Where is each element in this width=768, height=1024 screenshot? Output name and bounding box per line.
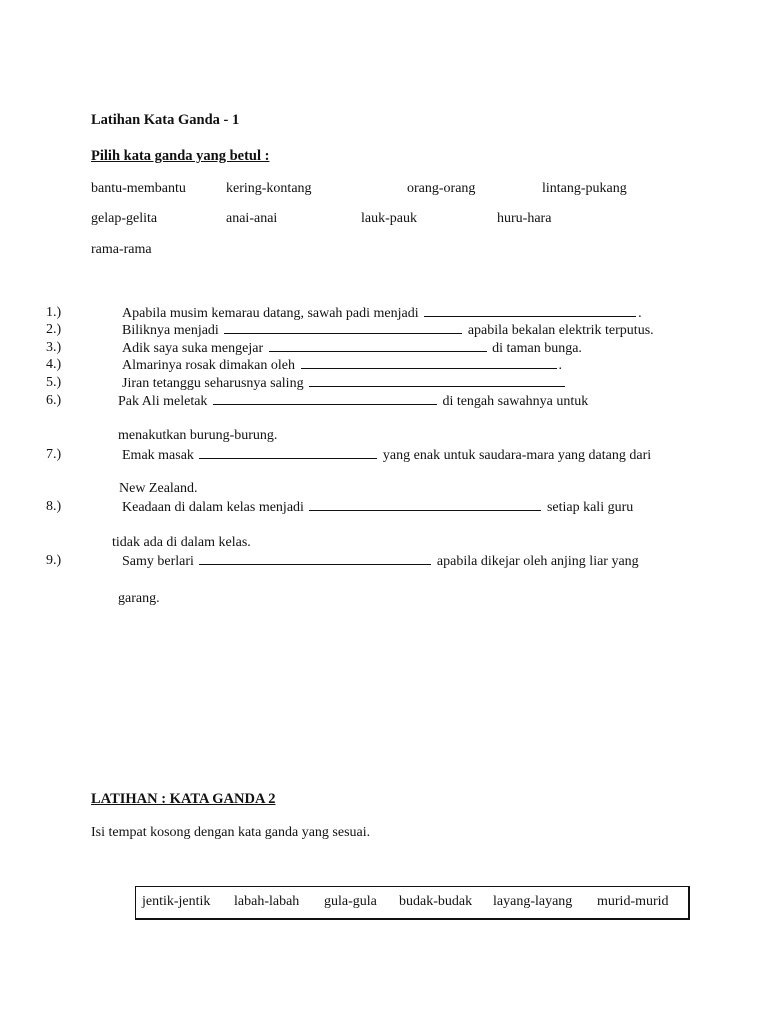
answer-blank[interactable] <box>424 304 636 317</box>
box-word: jentik-jentik <box>142 894 211 909</box>
question-text: Pak Ali meletak <box>118 394 208 409</box>
question-8 <box>122 498 633 516</box>
section1-instruction: Pilih kata ganda yang betul : <box>91 148 270 164</box>
word-option: anai-anai <box>226 211 278 226</box>
question-text: Emak masak <box>122 448 194 463</box>
question-text: apabila dikejar oleh anjing liar yang <box>436 554 639 569</box>
question-number: 2.) <box>46 322 62 337</box>
question-number: 4.) <box>46 357 62 372</box>
question-5 <box>122 374 567 392</box>
box-word: budak-budak <box>399 894 473 909</box>
question-text: Adik saya suka mengejar <box>122 341 264 356</box>
answer-blank[interactable] <box>309 498 541 511</box>
question-continuation: New Zealand. <box>119 481 198 496</box>
question-number: 6.) <box>46 393 62 408</box>
word-option: rama-rama <box>91 242 152 257</box>
section1-title: Latihan Kata Ganda - 1 <box>91 112 240 128</box>
question-7 <box>122 446 651 464</box>
question-text: Keadaan di dalam kelas menjadi <box>122 500 304 515</box>
question-text: yang enak untuk saudara-mara yang datang dari <box>382 448 652 463</box>
answer-blank[interactable] <box>269 339 487 352</box>
question-4 <box>122 356 562 374</box>
question-text: . <box>638 306 642 321</box>
word-option: kering-kontang <box>226 181 312 196</box>
question-number: 7.) <box>46 447 62 462</box>
answer-blank[interactable] <box>301 356 557 369</box>
answer-blank[interactable] <box>199 446 377 459</box>
question-text: Samy berlari <box>122 554 194 569</box>
question-number: 1.) <box>46 305 62 320</box>
question-text: di tengah sawahnya untuk <box>442 394 589 409</box>
question-text: apabila bekalan elektrik terputus. <box>467 323 654 338</box>
question-number: 5.) <box>46 375 62 390</box>
box-word: layang-layang <box>493 894 573 909</box>
section2-title: LATIHAN : KATA GANDA 2 <box>91 791 276 807</box>
box-word: labah-labah <box>234 894 300 909</box>
question-text: . <box>558 358 563 373</box>
question-text: Almarinya rosak dimakan oleh <box>122 358 296 373</box>
question-number: 3.) <box>46 340 62 355</box>
question-text: Biliknya menjadi <box>122 323 219 338</box>
answer-blank[interactable] <box>213 392 437 405</box>
question-2 <box>122 321 654 339</box>
word-box <box>135 886 690 920</box>
question-1 <box>122 304 642 322</box>
question-number: 9.) <box>46 553 62 568</box>
word-option: lintang-pukang <box>542 181 627 196</box>
answer-blank[interactable] <box>224 321 462 334</box>
question-3 <box>122 339 582 357</box>
question-continuation: tidak ada di dalam kelas. <box>112 535 251 550</box>
question-continuation: garang. <box>118 591 160 606</box>
section2-instruction: Isi tempat kosong dengan kata ganda yang sesuai. <box>91 825 371 840</box>
word-option: huru-hara <box>497 211 552 226</box>
answer-blank[interactable] <box>309 374 565 387</box>
answer-blank[interactable] <box>199 552 431 565</box>
question-text: di taman bunga. <box>492 341 582 356</box>
word-option: orang-orang <box>407 181 476 196</box>
question-text: setiap kali guru <box>546 500 634 515</box>
word-option: bantu-membantu <box>91 181 186 196</box>
question-continuation: menakutkan burung-burung. <box>118 428 278 443</box>
question-number: 8.) <box>46 499 62 514</box>
question-6 <box>118 392 588 410</box>
box-word: gula-gula <box>324 894 377 909</box>
question-text: Apabila musim kemarau datang, sawah padi menjadi <box>122 306 419 321</box>
word-option: lauk-pauk <box>361 211 417 226</box>
question-text: Jiran tetanggu seharusnya saling <box>122 376 304 391</box>
word-option: gelap-gelita <box>91 211 158 226</box>
question-9 <box>122 552 639 570</box>
box-word: murid-murid <box>597 894 669 909</box>
